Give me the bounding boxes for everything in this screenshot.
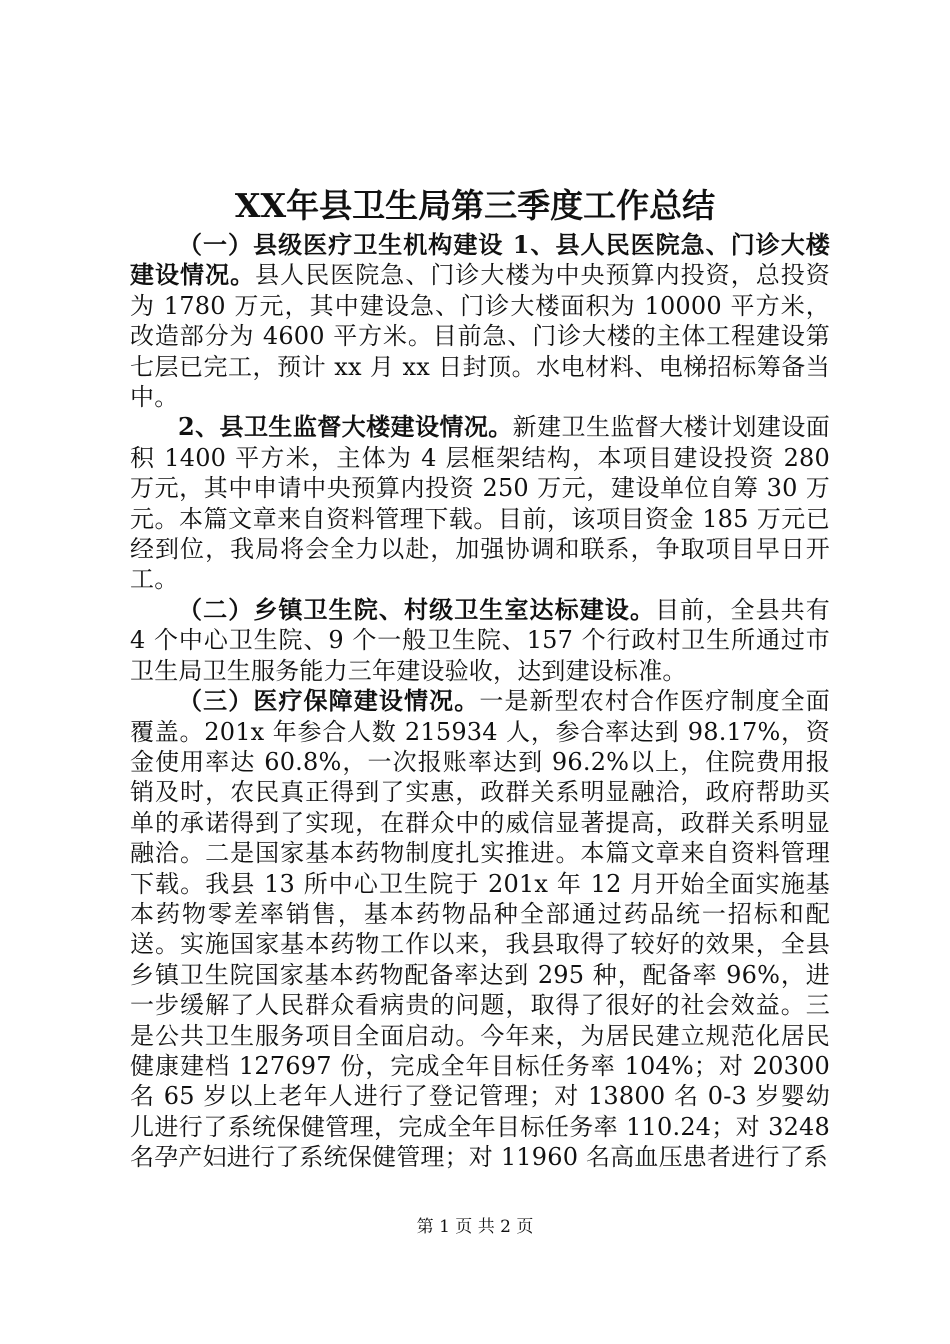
paragraph-text: 县人民医院急、门诊大楼为中央预算内投资，总投资为 1780 万元，其中建设急、门诊大楼面积为 10000 平方米，改造部分为 4600 平方米。目前急、门诊大楼的主体工程建设第七层已完工，预计 xx 月 xx 日封顶。水电材料、电梯招标筹备当中。 — [130, 261, 830, 412]
paragraph-lead: 2、县卫生监督大楼建设情况。 — [178, 412, 513, 442]
document-body — [130, 230, 830, 1173]
paragraph-text: 一是新型农村合作医疗制度全面覆盖。201x 年参合人数 215934 人，参合率达到 98.17%，资金使用率达 60.8%，一次报账率达到 96.2%以上，住院费用报销及时，农民真正得到了实惠，政群关系明显融洽，政府帮助买单的承诺得到了实现，在群众中的威信显著提高，政群关系明显融洽。二是国家基本药物制度扎实推进。本篇文章来自资料管理下载。我县 13 所中心卫生院于 201x 年 12 月开始全面实施基本药物零差率销售，基本药物品种全部通过药品统一招标和配送。实施国家基本药物工作以来，我县取得了较好的效果，全县乡镇卫生院国家基本药物配备率达到 295 种，配备率 96%，进一步缓解了人民群众看病贵的问题，取得了很好的社会效益。三是公共卫生服务项目全面启动。今年来，为居民建立规范化居民健康建档 127697 份，完成全年目标任务率 104%；对 20300 名 65 岁以上老年人进行了登记管理；对 13800 名 0-3 岁婴幼儿进行了系统保健管理，完成全年目标任务率 110.24；对 3248 名孕产妇进行了系统保健管理；对 11960 名高血压患者进行了系 — [130, 687, 830, 1172]
paragraph-hospital-building — [130, 230, 830, 412]
paragraph-lead: （一）县级医疗卫生机构建设 1、县人民医院急、门诊大楼建设情况。 — [130, 230, 830, 290]
paragraph-text: 新建卫生监督大楼计划建设面积 1400 平方米，主体为 4 层框架结构，本项目建设投资 280 万元，其中申请中央预算内投资 250 万元，建设单位自筹 30 万元。本篇文章来自资料管理下载。目前，该项目资金 185 万元已经到位，我局将会全力以赴，加强协调和联系，争取项目早日开工。 — [130, 413, 830, 594]
document-title: XX年县卫生局第三季度工作总结 — [234, 186, 716, 225]
paragraph-supervision-building — [130, 412, 830, 594]
paragraph-lead: （三）医疗保障建设情况。 — [178, 686, 480, 716]
paragraph-lead: （二）乡镇卫生院、村级卫生室达标建设。 — [178, 594, 656, 624]
paragraph-medical-security — [130, 686, 830, 1173]
page-number-footer: 第 1 页 共 2 页 — [416, 1217, 534, 1237]
paragraph-text: 目前，全县共有 4 个中心卫生院、9 个一般卫生院、157 个行政村卫生所通过市卫生局卫生服务能力三年建设验收，达到建设标准。 — [130, 595, 830, 685]
paragraph-township-clinics — [130, 595, 830, 686]
